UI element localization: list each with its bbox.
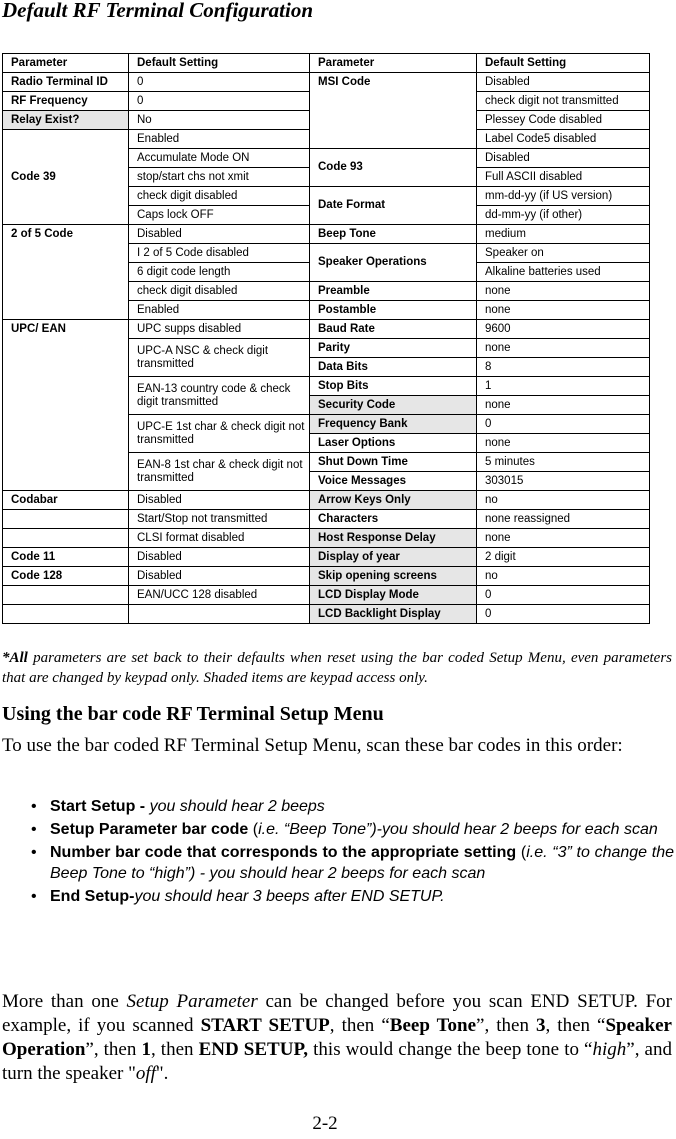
param-label: Laser Options <box>310 434 477 453</box>
step-plain: ( <box>248 821 259 838</box>
param-value: Disabled <box>129 548 310 567</box>
param-label: Code 128 <box>3 567 129 586</box>
table-row <box>3 548 650 567</box>
param-value: none <box>477 529 650 548</box>
column-header: Default Setting <box>477 54 650 73</box>
footnote-lead: *All <box>2 650 28 666</box>
param-value: 8 <box>477 358 650 377</box>
param-value: Disabled <box>477 149 650 168</box>
param-value: none reassigned <box>477 510 650 529</box>
table-row <box>3 510 650 529</box>
param-value: check digit disabled <box>129 187 310 206</box>
param-value: none <box>477 301 650 320</box>
param-label: Postamble <box>310 301 477 320</box>
empty-cell <box>3 529 129 548</box>
param-label: Voice Messages <box>310 472 477 491</box>
intro-paragraph: To use the bar coded RF Terminal Setup Menu, scan these bar codes in this order: <box>2 735 623 756</box>
param-value: dd-mm-yy (if other) <box>477 206 650 225</box>
param-label: Radio Terminal ID <box>3 73 129 92</box>
param-value: I 2 of 5 Code disabled <box>129 244 310 263</box>
param-label: Stop Bits <box>310 377 477 396</box>
table-row <box>3 320 650 339</box>
param-value: 0 <box>129 92 310 111</box>
param-value: 5 minutes <box>477 453 650 472</box>
param-label: Beep Tone <box>310 225 477 244</box>
table-row <box>3 225 650 244</box>
param-label: Display of year <box>310 548 477 567</box>
param-label: Frequency Bank <box>310 415 477 434</box>
table-row <box>3 586 650 605</box>
column-header: Parameter <box>310 54 477 73</box>
step-note: you should hear 3 beeps after END SETUP. <box>134 888 445 905</box>
step-note: you should hear 2 beeps <box>149 798 325 815</box>
param-value: Speaker on <box>477 244 650 263</box>
param-label: LCD Display Mode <box>310 586 477 605</box>
param-value: 2 digit <box>477 548 650 567</box>
param-label: 2 of 5 Code <box>3 225 129 320</box>
param-value: EAN-8 1st char & check digit not transmitted <box>129 453 310 491</box>
param-value: none <box>477 339 650 358</box>
table-row <box>3 73 650 92</box>
step-note: i.e. “Beep Tone”)-you should hear 2 beeps for each scan <box>258 821 658 838</box>
param-value: 9600 <box>477 320 650 339</box>
step-plain: ( <box>516 844 527 861</box>
param-label: Data Bits <box>310 358 477 377</box>
param-value: medium <box>477 225 650 244</box>
param-value: EAN-13 country code & check digit transmitted <box>129 377 310 415</box>
param-label: Speaker Operations <box>310 244 477 282</box>
param-value: Enabled <box>129 130 310 149</box>
param-value: check digit not transmitted <box>477 92 650 111</box>
table-row <box>3 605 650 624</box>
param-value: 303015 <box>477 472 650 491</box>
table-row <box>3 529 650 548</box>
table-header-row <box>3 54 650 73</box>
param-label: Shut Down Time <box>310 453 477 472</box>
list-item <box>2 819 674 840</box>
param-label: Characters <box>310 510 477 529</box>
page-number: 2-2 <box>312 1113 338 1134</box>
param-value: No <box>129 111 310 130</box>
empty-cell <box>3 605 129 624</box>
table-footnote <box>2 648 672 688</box>
param-label: RF Frequency <box>3 92 129 111</box>
list-item <box>2 886 674 907</box>
list-item <box>2 796 674 817</box>
step-note: i.e. “3” to change the Beep Tone to “high”) - you should hear 2 beeps for each scan <box>50 844 675 882</box>
footnote-text: parameters are set back to their defaults when reset using the bar coded Setup Menu, even parameters that are changed by keypad only. Shaded items are keypad access only. <box>2 650 672 686</box>
param-label: Host Response Delay <box>310 529 477 548</box>
param-label: Arrow Keys Only <box>310 491 477 510</box>
config-table <box>2 53 650 624</box>
page-title: Default RF Terminal Configuration <box>2 0 314 22</box>
param-label: LCD Backlight Display <box>310 605 477 624</box>
param-label: MSI Code <box>310 73 477 149</box>
param-value: Disabled <box>129 567 310 586</box>
param-value: UPC-A NSC & check digit transmitted <box>129 339 310 377</box>
param-value: Plessey Code disabled <box>477 111 650 130</box>
param-value: none <box>477 396 650 415</box>
bullet-icon: • <box>31 798 37 815</box>
param-label: Preamble <box>310 282 477 301</box>
param-label: Code 93 <box>310 149 477 187</box>
param-value: Full ASCII disabled <box>477 168 650 187</box>
param-label: UPC/ EAN <box>3 320 129 491</box>
param-value: UPC supps disabled <box>129 320 310 339</box>
empty-cell <box>3 586 129 605</box>
param-label: Parity <box>310 339 477 358</box>
param-value: mm-dd-yy (if US version) <box>477 187 650 206</box>
column-header: Parameter <box>3 54 129 73</box>
list-item <box>2 842 674 884</box>
empty-cell <box>129 605 310 624</box>
param-value: Enabled <box>129 301 310 320</box>
step-label: End Setup- <box>50 888 135 905</box>
param-value: no <box>477 491 650 510</box>
step-label: Number bar code that corresponds to the appropriate setting <box>50 844 517 861</box>
param-label: Code 39 <box>3 130 129 225</box>
bullet-icon: • <box>31 844 37 861</box>
param-label: Date Format <box>310 187 477 225</box>
param-value: Disabled <box>477 73 650 92</box>
param-label: Skip opening screens <box>310 567 477 586</box>
param-value: none <box>477 434 650 453</box>
param-value: stop/start chs not xmit <box>129 168 310 187</box>
param-label: Code 11 <box>3 548 129 567</box>
param-value: Accumulate Mode ON <box>129 149 310 168</box>
column-header: Default Setting <box>129 54 310 73</box>
step-label: Setup Parameter bar code <box>50 821 249 838</box>
param-value: 1 <box>477 377 650 396</box>
param-value: 0 <box>477 586 650 605</box>
section-heading: Using the bar code RF Terminal Setup Menu <box>2 703 384 725</box>
param-value: 0 <box>129 73 310 92</box>
param-value: Start/Stop not transmitted <box>129 510 310 529</box>
steps-list <box>2 796 674 909</box>
param-value: Caps lock OFF <box>129 206 310 225</box>
param-value: Label Code5 disabled <box>477 130 650 149</box>
param-value: 0 <box>477 605 650 624</box>
param-value: 6 digit code length <box>129 263 310 282</box>
param-label: Codabar <box>3 491 129 510</box>
param-value: CLSI format disabled <box>129 529 310 548</box>
param-value: Disabled <box>129 491 310 510</box>
param-label: Baud Rate <box>310 320 477 339</box>
bullet-icon: • <box>31 821 37 838</box>
empty-cell <box>3 510 129 529</box>
step-label: Start Setup - <box>50 798 150 815</box>
param-value: none <box>477 282 650 301</box>
param-value: UPC-E 1st char & check digit not transmitted <box>129 415 310 453</box>
param-label: Relay Exist? <box>3 111 129 130</box>
param-value: Alkaline batteries used <box>477 263 650 282</box>
param-value: EAN/UCC 128 disabled <box>129 586 310 605</box>
bullet-icon: • <box>31 888 37 905</box>
param-label: Security Code <box>310 396 477 415</box>
example-paragraph: More than one Setup Parameter can be changed before you scan END SETUP. For example, if you scanned START SETUP, then “Beep Tone”, then 3, then “Speaker Operation”, then 1, then END SETUP, this would change the beep tone to “high”, and turn the speaker "off". <box>2 991 672 1084</box>
param-value: no <box>477 567 650 586</box>
param-value: 0 <box>477 415 650 434</box>
table-row <box>3 567 650 586</box>
table-row <box>3 491 650 510</box>
param-value: Disabled <box>129 225 310 244</box>
param-value: check digit disabled <box>129 282 310 301</box>
